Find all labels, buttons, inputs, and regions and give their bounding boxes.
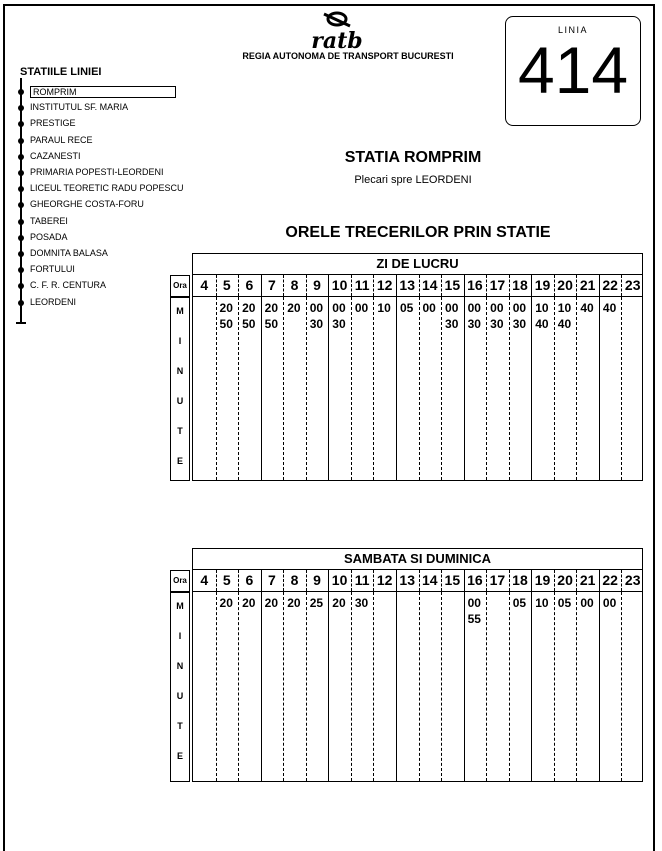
hour-separator: [351, 275, 352, 296]
minutes-label: [170, 592, 190, 782]
hour-separator: [328, 275, 329, 296]
hour-separator: [306, 275, 307, 296]
stop-name: GHEORGHE COSTA-FORU: [30, 199, 144, 210]
line-number: 414: [517, 33, 629, 107]
hour-separator: [509, 275, 510, 296]
minute-separator: [599, 592, 600, 781]
departure-minute: 50: [219, 317, 233, 331]
departure-minute: 05: [512, 596, 527, 610]
minute-letter: I: [178, 336, 182, 346]
stop-name: INSTITUTUL SF. MARIA: [30, 102, 129, 113]
hour-cell: 22: [602, 277, 618, 293]
departure-minute: 10: [377, 301, 391, 315]
stop-name: TABEREI: [30, 215, 68, 226]
hour-separator: [216, 275, 217, 296]
stop-name: PRESTIGE: [30, 118, 76, 129]
minute-separator: [441, 297, 442, 480]
minute-letter: N: [176, 366, 184, 376]
minute-separator: [396, 592, 397, 781]
hour-label: Ora: [170, 570, 190, 592]
departure-minute: 20: [287, 301, 301, 315]
stop-name: DOMNITA BALASA: [30, 248, 108, 258]
minute-separator: [283, 297, 284, 480]
minute-separator: [328, 592, 329, 781]
hour-cell: 8: [290, 277, 299, 293]
hour-cell: 13: [399, 572, 415, 588]
departure-minute: 40: [580, 301, 594, 315]
hour-cell: 7: [268, 572, 276, 588]
minute-separator: [396, 297, 397, 480]
departure-minute: 05: [557, 596, 572, 610]
hour-cell: 19: [534, 572, 551, 588]
hour-cell: 23: [624, 277, 641, 293]
minute-separator: [261, 297, 262, 480]
stop-marker: [18, 170, 24, 176]
hour-cell: 15: [444, 277, 461, 293]
minute-separator: [464, 297, 465, 480]
hour-separator: [554, 570, 555, 591]
minute-separator: [554, 592, 555, 781]
minute-letter: T: [177, 721, 183, 731]
departure-minute: 20: [287, 596, 301, 610]
minute-letter: E: [176, 456, 183, 466]
route-line-end: [16, 322, 26, 324]
hour-separator: [261, 570, 262, 591]
minutes-grid: [192, 592, 643, 782]
hour-separator: [351, 570, 352, 591]
minute-separator: [486, 592, 487, 781]
hour-cell: 4: [200, 572, 209, 588]
stop-name: LICEUL TEORETIC RADU POPESCU: [30, 183, 184, 194]
day-type-header: SAMBATA SI DUMINICA: [192, 548, 643, 570]
minutes-label: [170, 297, 190, 481]
hour-cell: 10: [331, 277, 348, 293]
stop-name: LEORDENI: [30, 296, 77, 307]
hour-separator: [396, 570, 397, 591]
stop-name: POSADA: [30, 231, 68, 242]
hour-separator: [373, 570, 374, 591]
hours-row: [192, 570, 643, 592]
departure-minute: 00: [580, 596, 594, 610]
stop-marker: [18, 219, 24, 225]
line-label: LINIA: [557, 25, 588, 35]
hour-separator: [283, 570, 284, 591]
hour-separator: [621, 570, 622, 591]
departure-minute: 30: [445, 317, 459, 331]
departure-minute: 00: [354, 301, 369, 315]
minute-separator: [576, 297, 577, 480]
hour-separator: [419, 275, 420, 296]
company-name: REGIA AUTONOMA DE TRANSPORT BUCURESTI: [242, 51, 454, 61]
minute-separator: [216, 297, 217, 480]
minute-separator: [621, 592, 622, 781]
minute-separator: [554, 297, 555, 480]
minute-separator: [441, 592, 442, 781]
hour-separator: [238, 275, 239, 296]
hour-cell: 5: [222, 277, 231, 293]
hour-separator: [283, 275, 284, 296]
hour-separator: [509, 570, 510, 591]
departure-minute: 20: [264, 301, 278, 315]
hour-cell: 23: [624, 572, 641, 588]
departure-minute: 20: [242, 301, 256, 315]
hour-separator: [419, 570, 420, 591]
minute-separator: [419, 592, 420, 781]
departure-minute: 00: [467, 301, 481, 315]
hour-cell: 4: [200, 277, 209, 293]
departure-minute: 30: [490, 317, 504, 331]
hour-cell: 15: [444, 572, 461, 588]
minute-letter: U: [176, 396, 184, 406]
minute-separator: [621, 297, 622, 480]
hour-cell: 18: [512, 277, 528, 293]
timetable-title: ORELE TRECERILOR PRIN STATIE: [285, 224, 551, 241]
hour-separator: [261, 275, 262, 296]
departure-minute: 20: [264, 596, 278, 610]
minute-separator: [283, 592, 284, 781]
minute-separator: [509, 297, 510, 480]
day-type-header: ZI DE LUCRU: [192, 253, 643, 275]
hour-cell: 21: [579, 277, 596, 293]
minute-letter: T: [177, 426, 183, 436]
minute-separator: [306, 297, 307, 480]
minute-separator: [238, 297, 239, 480]
minute-letter: N: [176, 661, 184, 671]
minute-separator: [351, 297, 352, 480]
stop-marker: [18, 138, 24, 144]
hour-separator: [599, 275, 600, 296]
departure-minute: 20: [332, 596, 346, 610]
hour-separator: [464, 275, 465, 296]
hour-cell: 11: [354, 572, 370, 588]
hour-cell: 9: [313, 572, 321, 588]
hour-cell: 18: [512, 572, 528, 588]
hour-separator: [599, 570, 600, 591]
station-name: STATIA ROMPRIM: [344, 149, 482, 166]
minute-separator: [531, 297, 532, 480]
departure-minute: 00: [490, 301, 504, 315]
svg-text:ratb: ratb: [311, 28, 363, 52]
hour-cell: 13: [399, 277, 415, 293]
hour-cell: 8: [290, 572, 299, 588]
minute-letter: U: [176, 691, 184, 701]
hour-separator: [576, 275, 577, 296]
hour-separator: [396, 275, 397, 296]
route-title: STATIILE LINIEI: [20, 66, 102, 78]
hour-cell: 7: [268, 277, 276, 293]
stop-name: FORTULUI: [30, 264, 75, 275]
stop-marker: [18, 235, 24, 241]
stop-name: PARAUL RECE: [30, 134, 93, 145]
line-number-box: [505, 16, 641, 126]
departure-minute: 40: [602, 301, 617, 315]
hour-cell: 14: [421, 572, 438, 588]
departure-minute: 40: [557, 317, 572, 331]
departure-minute: 10: [535, 301, 549, 315]
hour-cell: 12: [376, 572, 393, 588]
departure-minute: 00: [309, 301, 324, 315]
departure-minute: 30: [332, 317, 346, 331]
hour-separator: [576, 570, 577, 591]
stop-marker: [18, 251, 24, 257]
hour-cell: 5: [222, 572, 231, 588]
hour-cell: 16: [467, 277, 483, 293]
hour-cell: 12: [376, 277, 393, 293]
hour-separator: [554, 275, 555, 296]
departure-minute: 55: [467, 612, 481, 626]
minute-separator: [464, 592, 465, 781]
departure-minute: 05: [399, 301, 414, 315]
departure-minute: 00: [332, 301, 346, 315]
hour-cell: 16: [467, 572, 483, 588]
departure-minute: 00: [602, 596, 617, 610]
minute-separator: [576, 592, 577, 781]
hour-separator: [238, 570, 239, 591]
minutes-grid: [192, 297, 643, 481]
minute-separator: [216, 592, 217, 781]
minute-separator: [238, 592, 239, 781]
departure-minute: 30: [309, 317, 324, 331]
minute-separator: [328, 297, 329, 480]
hour-separator: [373, 275, 374, 296]
stop-name: PRIMARIA POPESTI-LEORDENI: [30, 167, 164, 177]
stop-marker: [18, 300, 24, 306]
departure-minute: 50: [242, 317, 256, 331]
current-stop: ROMPRIM: [30, 86, 176, 98]
departure-minute: 10: [535, 596, 549, 610]
hour-cell: 20: [557, 572, 573, 588]
hour-cell: 22: [602, 572, 618, 588]
departure-minute: 30: [512, 317, 527, 331]
departure-minute: 50: [264, 317, 278, 331]
minute-separator: [531, 592, 532, 781]
ratb-logo: [310, 10, 364, 52]
hour-separator: [441, 570, 442, 591]
stop-name: CAZANESTI: [30, 150, 81, 161]
hour-cell: 11: [354, 277, 370, 293]
departure-minute: 00: [467, 596, 481, 610]
departure-minute: 20: [219, 596, 233, 610]
hour-separator: [216, 570, 217, 591]
hour-separator: [464, 570, 465, 591]
minute-separator: [351, 592, 352, 781]
hour-cell: 17: [489, 572, 506, 588]
hour-cell: 9: [313, 277, 321, 293]
minute-letter: M: [176, 601, 184, 611]
hour-cell: 10: [331, 572, 348, 588]
stop-name: C. F. R. CENTURA: [30, 280, 107, 291]
departure-minute: 25: [309, 596, 324, 610]
hour-separator: [531, 275, 532, 296]
departure-minute: 40: [535, 317, 549, 331]
minute-separator: [486, 297, 487, 480]
direction: Plecari spre LEORDENI: [354, 174, 472, 186]
departure-minute: 30: [467, 317, 481, 331]
minute-separator: [373, 592, 374, 781]
hour-cell: 6: [245, 572, 254, 588]
minute-separator: [261, 592, 262, 781]
departure-minute: 00: [422, 301, 436, 315]
hour-separator: [306, 570, 307, 591]
departure-minute: 30: [354, 596, 369, 610]
hour-separator: [328, 570, 329, 591]
minute-separator: [599, 297, 600, 480]
hour-cell: 21: [579, 572, 596, 588]
minute-letter: E: [176, 751, 183, 761]
hour-separator: [486, 275, 487, 296]
hour-cell: 6: [245, 277, 254, 293]
stop-marker: [18, 154, 24, 160]
hour-separator: [531, 570, 532, 591]
minute-separator: [373, 297, 374, 480]
stop-marker: [18, 89, 24, 95]
hour-label: Ora: [170, 275, 190, 297]
hour-cell: 17: [489, 277, 506, 293]
hour-cell: 19: [534, 277, 551, 293]
hour-separator: [441, 275, 442, 296]
minute-letter: M: [176, 306, 184, 316]
departure-minute: 10: [557, 301, 572, 315]
departure-minute: 00: [445, 301, 459, 315]
minute-separator: [509, 592, 510, 781]
hour-separator: [621, 275, 622, 296]
hour-separator: [486, 570, 487, 591]
departure-minute: 20: [242, 596, 256, 610]
minute-separator: [419, 297, 420, 480]
hour-cell: 14: [421, 277, 438, 293]
minute-letter: I: [178, 631, 182, 641]
departure-minute: 20: [219, 301, 233, 315]
hours-row: [192, 275, 643, 297]
departure-minute: 00: [512, 301, 527, 315]
hour-cell: 20: [557, 277, 573, 293]
minute-separator: [306, 592, 307, 781]
